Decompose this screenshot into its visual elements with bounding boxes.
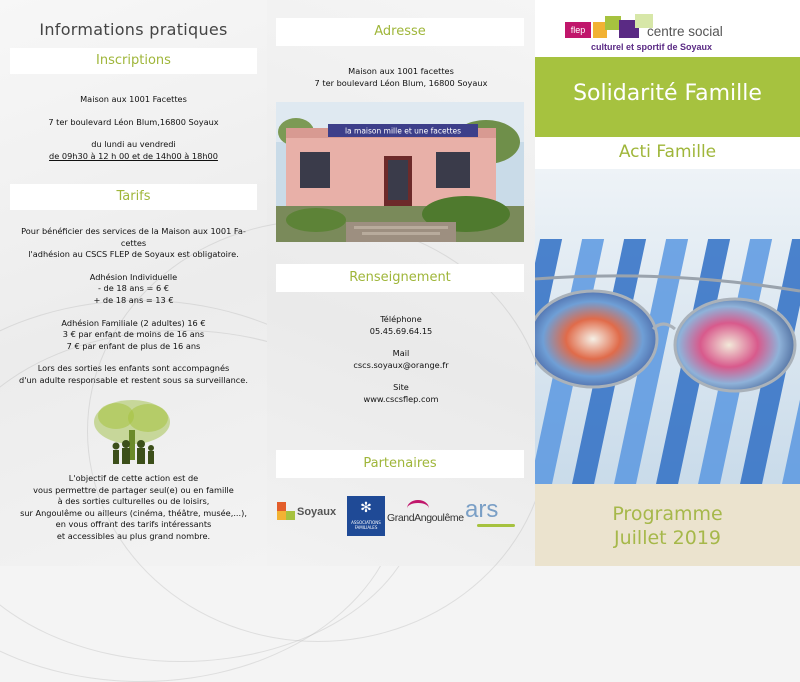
building-photo [276,102,524,242]
cover-title: Solidarité Famille [573,81,762,106]
column-adresse [267,0,535,566]
cover-subtitle: Acti Famille [618,142,717,162]
soyaux-logo-square [286,511,295,520]
program-label: Programme [612,503,723,525]
tarifs-note-line1: Lors des sorties les enfants sont accompagnés [37,363,230,374]
soyaux-logo [275,498,337,532]
objective-line: et accessibles au plus grand nombre. [56,530,211,541]
renseignement-heading: Renseignement [276,264,524,292]
telephone-value: 05.45.69.64.15 [369,325,433,336]
tarifs-familiale-title: Adhésion Familiale (2 adultes) 16 € [61,317,206,328]
partenaires-heading: Partenaires [276,450,524,478]
site-label: Site [393,382,409,393]
ars-logo-text: ars [465,496,499,523]
inscriptions-heading: Inscriptions [10,48,257,74]
tarifs-intro-line3: l'adhésion au CSCS FLEP de Soyaux est obligatoire. [28,249,239,260]
tarifs-familiale-over16: 7 € par enfant de plus de 16 ans [66,340,201,351]
tarifs-individuelle-over18: + de 18 ans = 13 € [93,294,174,305]
inscriptions-address-line1: Maison aux 1001 Facettes [80,94,187,104]
caf-logo-text [347,520,385,530]
caf-logo-line1: ASSOCIATIONS [351,520,381,525]
logo-centre-social-text: centre social [647,24,723,39]
caf-logo [347,496,385,536]
grand-angouleme-text: GrandAngoulême [387,512,464,524]
subtitle-band [535,137,800,169]
soyaux-logo-square [277,511,286,520]
inscriptions-address-line2: 7 ter boulevard Léon Blum,16800 Soyaux [48,116,219,127]
building-sign-text: la maison mille et une facettes [344,126,462,136]
adresse-text [267,66,535,89]
centre-social-logo [565,14,795,60]
objective-text [0,473,267,543]
renseignement-text [267,314,535,406]
family-tree-icon [86,398,178,468]
program-text [535,502,800,550]
mail-value: cscs.soyaux@orange.fr [353,359,449,370]
adresse-line1: Maison aux 1001 facettes [348,66,454,76]
flep-logo-badge: flep [565,22,591,38]
column-informations [0,0,267,566]
objective-line: sur Angoulême ou ailleurs (cinéma, théâtre, musée,...), [20,507,247,518]
tarifs-intro-line1: Pour bénéficier des services de la Maison aux 1001 Fa- [21,226,246,236]
inscriptions-address [0,94,267,162]
title-band [535,57,800,137]
ars-logo [465,494,525,534]
objective-line: L'objectif de cette action est de [68,473,199,483]
mail-label: Mail [392,348,410,359]
informations-title: Informations pratiques [39,20,228,39]
site-value: www.cscsflep.com [363,393,439,404]
tarifs-block [6,226,261,387]
inscriptions-hours: de 09h30 à 12 h 00 et de 14h00 à 18h00 [49,150,218,161]
objective-line: en vous offrant des tarifs intéressants [55,519,212,530]
telephone-label: Téléphone [380,314,422,324]
tarifs-individuelle-under18: - de 18 ans = 6 € [98,283,169,294]
tarifs-heading: Tarifs [10,184,257,210]
adresse-heading: Adresse [276,18,524,46]
caf-logo-line2: FAMILIALES [354,525,378,530]
sunglasses-photo [535,169,800,484]
inscriptions-days: du lundi au vendredi [91,139,176,150]
soyaux-logo-square [277,502,286,511]
tarifs-familiale-under16: 3 € par enfant de moins de 16 ans [62,329,205,340]
objective-line: à des sorties culturelles ou de loisirs, [57,496,210,507]
column-cover [535,0,800,566]
grand-angouleme-logo [387,500,464,536]
adresse-line2: 7 ter boulevard Léon Blum, 16800 Soyaux [314,77,488,88]
soyaux-logo-text: Soyaux [297,506,337,518]
program-band [535,484,800,566]
logo-culturel-text: culturel et sportif de Soyaux [591,42,713,52]
tarifs-individuelle-title: Adhésion Individuelle [89,271,178,282]
objective-line: vous permettre de partager seul(e) ou en famille [33,484,234,495]
tarifs-intro-line2: cettes [120,237,147,248]
tarifs-note-line2: d'un adulte responsable et restent sous sa surveillance. [19,374,248,385]
ars-logo-underline [477,524,515,527]
program-date: Juillet 2019 [613,527,721,549]
snowflake-icon: ✻ [360,500,372,516]
